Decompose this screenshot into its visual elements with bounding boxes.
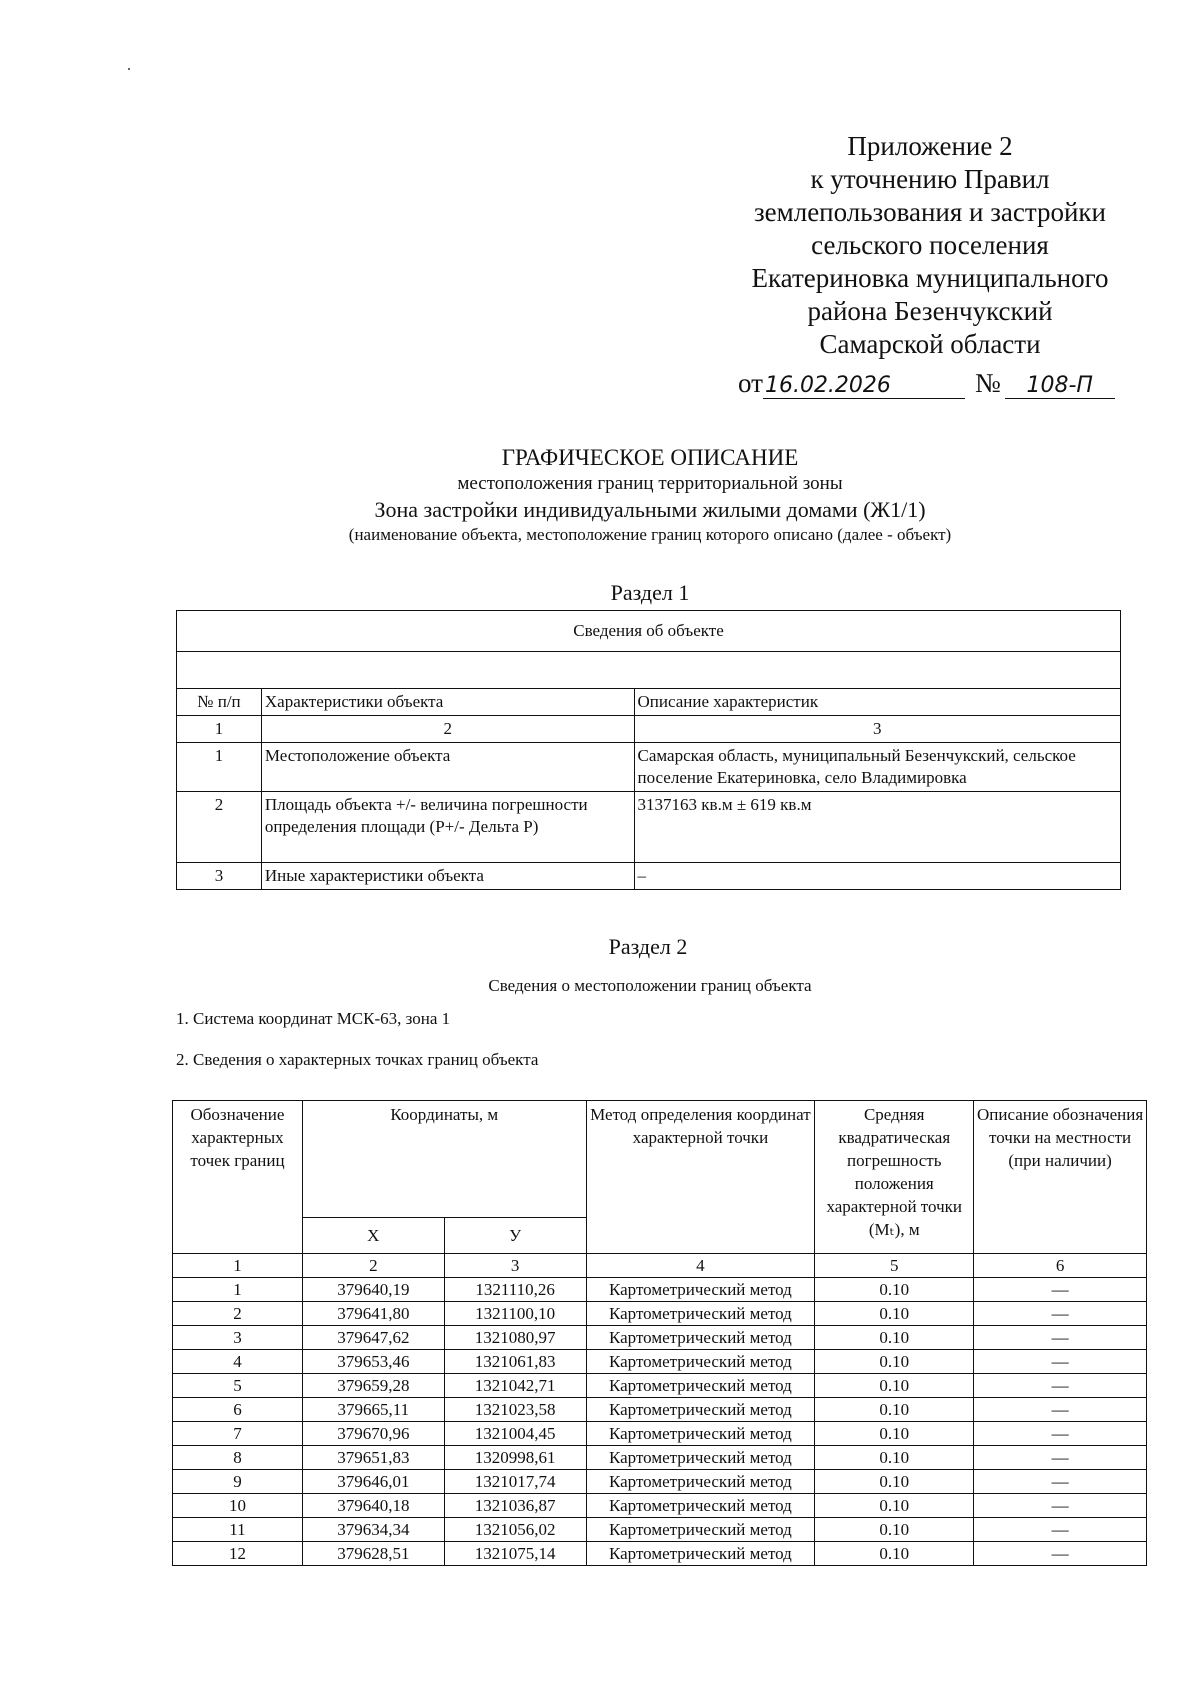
point-desc: — xyxy=(974,1494,1147,1518)
characteristic-desc: 3137163 кв.м ± 619 кв.м xyxy=(634,792,1120,863)
point-method: Картометрический метод xyxy=(586,1446,815,1470)
table-row xyxy=(173,1374,1147,1398)
point-x: 379634,34 xyxy=(302,1518,444,1542)
title-note: (наименование объекта, местоположение границ которого описано (далее - объект) xyxy=(348,525,952,544)
point-error: 0.10 xyxy=(815,1494,974,1518)
column-number-row xyxy=(173,1254,1147,1278)
point-error: 0.10 xyxy=(815,1374,974,1398)
table-header-row xyxy=(177,689,1121,716)
col-header-error: Средняя квадратическая погрешность положения характерной точки (Mₜ), м xyxy=(815,1101,974,1254)
section2-heading: Раздел 2 xyxy=(608,934,688,959)
characteristic-desc: Самарская область, муниципальный Безенчукский, сельское поселение Екатериновка, село Владимировка xyxy=(634,743,1120,792)
appendix-line: Екатериновка муниципального xyxy=(751,263,1109,293)
point-error: 0.10 xyxy=(815,1350,974,1374)
point-method: Картометрический метод xyxy=(586,1326,815,1350)
column-number: 1 xyxy=(173,1254,303,1278)
characteristic-name: Иные характеристики объекта xyxy=(261,863,634,890)
point-desc: — xyxy=(974,1542,1147,1566)
column-number: 3 xyxy=(634,716,1120,743)
point-x: 379628,51 xyxy=(302,1542,444,1566)
table-title: Сведения об объекте xyxy=(177,611,1121,652)
point-desc: — xyxy=(974,1278,1147,1302)
point-method: Картометрический метод xyxy=(586,1422,815,1446)
boundary-points-table xyxy=(172,1100,1147,1566)
point-x: 379641,80 xyxy=(302,1302,444,1326)
point-id: 2 xyxy=(173,1302,303,1326)
point-error: 0.10 xyxy=(815,1518,974,1542)
point-x: 379653,46 xyxy=(302,1350,444,1374)
points-body xyxy=(173,1278,1147,1566)
date-prefix: от xyxy=(738,368,763,398)
point-error: 0.10 xyxy=(815,1422,974,1446)
column-number: 1 xyxy=(177,716,262,743)
table-row xyxy=(173,1326,1147,1350)
appendix-line: Приложение 2 xyxy=(847,131,1013,161)
appendix-line: к уточнению Правил xyxy=(810,164,1050,194)
col-header: Характеристики объекта xyxy=(261,689,634,716)
point-method: Картометрический метод xyxy=(586,1494,815,1518)
table-row xyxy=(173,1278,1147,1302)
table-row xyxy=(173,1470,1147,1494)
point-error: 0.10 xyxy=(815,1446,974,1470)
appendix-line: сельского поселения xyxy=(811,230,1049,260)
characteristic-name: Площадь объекта +/- величина погрешности определения площади (P+/- Дельта P) xyxy=(261,792,634,863)
characteristic-name: Местоположение объекта xyxy=(261,743,634,792)
table-row xyxy=(173,1446,1147,1470)
point-id: 6 xyxy=(173,1398,303,1422)
column-number: 3 xyxy=(444,1254,586,1278)
table-row xyxy=(173,1518,1147,1542)
point-x: 379640,19 xyxy=(302,1278,444,1302)
column-number: 2 xyxy=(261,716,634,743)
point-y: 1321061,83 xyxy=(444,1350,586,1374)
point-error: 0.10 xyxy=(815,1470,974,1494)
col-header-designation: Обозначение характерных точек границ xyxy=(173,1101,303,1254)
point-y: 1321080,97 xyxy=(444,1326,586,1350)
point-method: Картометрический метод xyxy=(586,1302,815,1326)
appendix-header xyxy=(730,130,1130,361)
point-x: 379640,18 xyxy=(302,1494,444,1518)
point-id: 10 xyxy=(173,1494,303,1518)
section2-subheading: Сведения о местоположении границ объекта xyxy=(488,976,812,995)
col-header-description: Описание обозначения точки на местности (при наличии) xyxy=(974,1101,1147,1254)
point-error: 0.10 xyxy=(815,1302,974,1326)
point-x: 379659,28 xyxy=(302,1374,444,1398)
point-desc: — xyxy=(974,1446,1147,1470)
point-method: Картометрический метод xyxy=(586,1542,815,1566)
point-desc: — xyxy=(974,1518,1147,1542)
column-number: 2 xyxy=(302,1254,444,1278)
document-title: ГРАФИЧЕСКОЕ ОПИСАНИЕ xyxy=(501,445,799,470)
point-error: 0.10 xyxy=(815,1542,974,1566)
point-y: 1321004,45 xyxy=(444,1422,586,1446)
point-x: 379651,83 xyxy=(302,1446,444,1470)
column-number: 6 xyxy=(974,1254,1147,1278)
row-number: 1 xyxy=(177,743,262,792)
point-y: 1321036,87 xyxy=(444,1494,586,1518)
point-id: 3 xyxy=(173,1326,303,1350)
point-y: 1321023,58 xyxy=(444,1398,586,1422)
table-header-row xyxy=(173,1101,1147,1218)
appendix-line: района Безенчукский xyxy=(807,296,1053,326)
handwritten-number: 108-П xyxy=(1005,373,1115,399)
point-x: 379647,62 xyxy=(302,1326,444,1350)
table-row xyxy=(173,1422,1147,1446)
point-desc: — xyxy=(974,1470,1147,1494)
point-y: 1321110,26 xyxy=(444,1278,586,1302)
point-method: Картометрический метод xyxy=(586,1350,815,1374)
document-title-block xyxy=(230,444,1070,546)
appendix-line: Самарской области xyxy=(819,329,1041,359)
point-desc: — xyxy=(974,1374,1147,1398)
number-sign: № xyxy=(974,368,1001,398)
scan-speck xyxy=(128,68,130,70)
point-y: 1321075,14 xyxy=(444,1542,586,1566)
point-id: 7 xyxy=(173,1422,303,1446)
point-desc: — xyxy=(974,1398,1147,1422)
object-info-table xyxy=(176,610,1121,890)
point-desc: — xyxy=(974,1350,1147,1374)
col-header-method: Метод определения координат характерной точки xyxy=(586,1101,815,1254)
point-desc: — xyxy=(974,1302,1147,1326)
point-method: Картометрический метод xyxy=(586,1518,815,1542)
handwritten-date: 16.02.2026 xyxy=(763,373,965,399)
col-header: № п/п xyxy=(177,689,262,716)
table-row xyxy=(177,792,1121,863)
point-id: 12 xyxy=(173,1542,303,1566)
document-subtitle: местоположения границ территориальной зоны xyxy=(457,473,843,494)
row-number: 3 xyxy=(177,863,262,890)
col-header-y: У xyxy=(444,1218,586,1254)
point-error: 0.10 xyxy=(815,1278,974,1302)
point-error: 0.10 xyxy=(815,1398,974,1422)
table-row xyxy=(173,1494,1147,1518)
point-y: 1320998,61 xyxy=(444,1446,586,1470)
table-row xyxy=(173,1350,1147,1374)
characteristic-desc: – xyxy=(634,863,1120,890)
column-number: 5 xyxy=(815,1254,974,1278)
point-desc: — xyxy=(974,1326,1147,1350)
zone-name: Зона застройки индивидуальными жилыми домами (Ж1/1) xyxy=(374,497,926,522)
point-desc: — xyxy=(974,1422,1147,1446)
point-x: 379670,96 xyxy=(302,1422,444,1446)
table-row xyxy=(173,1302,1147,1326)
point-method: Картометрический метод xyxy=(586,1470,815,1494)
appendix-line: землепользования и застройки xyxy=(753,197,1106,227)
empty-row xyxy=(177,652,1121,689)
col-header: Описание характеристик xyxy=(634,689,1120,716)
point-id: 4 xyxy=(173,1350,303,1374)
point-id: 5 xyxy=(173,1374,303,1398)
point-y: 1321017,74 xyxy=(444,1470,586,1494)
point-method: Картометрический метод xyxy=(586,1398,815,1422)
point-y: 1321056,02 xyxy=(444,1518,586,1542)
table-row xyxy=(177,743,1121,792)
table-row xyxy=(177,863,1121,890)
col-header-coords: Координаты, м xyxy=(302,1101,586,1218)
date-number-line xyxy=(738,368,1138,399)
point-id: 1 xyxy=(173,1278,303,1302)
section1-heading: Раздел 1 xyxy=(610,580,690,605)
point-id: 8 xyxy=(173,1446,303,1470)
point-x: 379665,11 xyxy=(302,1398,444,1422)
point-id: 11 xyxy=(173,1518,303,1542)
point-y: 1321042,71 xyxy=(444,1374,586,1398)
point-x: 379646,01 xyxy=(302,1470,444,1494)
point-id: 9 xyxy=(173,1470,303,1494)
table-row xyxy=(173,1542,1147,1566)
point-method: Картометрический метод xyxy=(586,1278,815,1302)
coordinate-system-line: 1. Система координат МСК-63, зона 1 xyxy=(176,1009,451,1028)
column-number-row xyxy=(177,716,1121,743)
row-number: 2 xyxy=(177,792,262,863)
point-error: 0.10 xyxy=(815,1326,974,1350)
points-info-line: 2. Сведения о характерных точках границ объекта xyxy=(176,1050,539,1069)
point-method: Картометрический метод xyxy=(586,1374,815,1398)
col-header-x: X xyxy=(302,1218,444,1254)
point-y: 1321100,10 xyxy=(444,1302,586,1326)
column-number: 4 xyxy=(586,1254,815,1278)
table-row xyxy=(173,1398,1147,1422)
